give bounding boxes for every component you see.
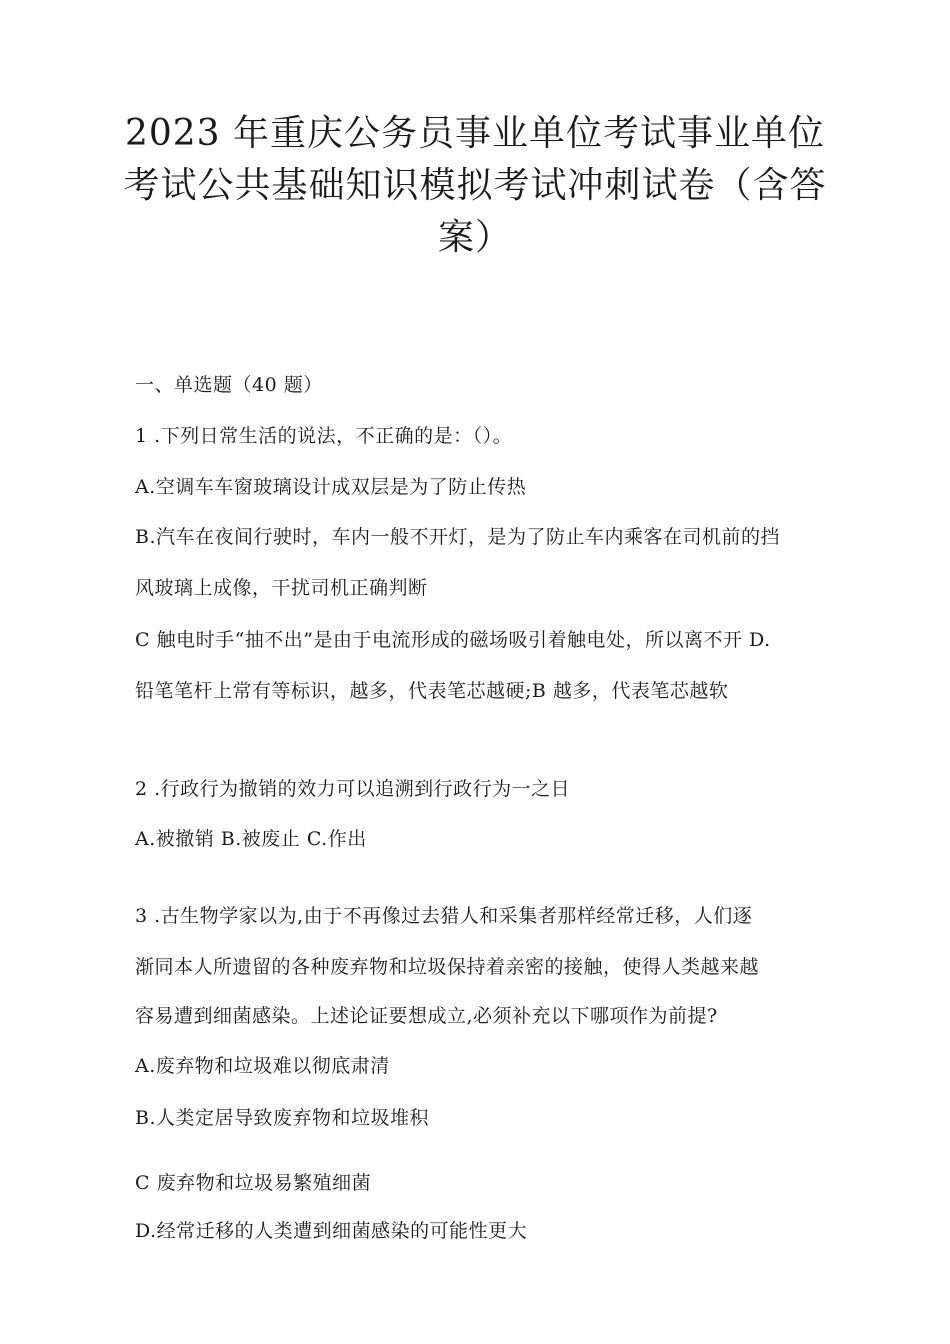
question-2-options: A.被撤销 B.被废止 C.作出 <box>135 828 367 850</box>
question-3-stem-line-2: 渐同本人所遗留的各种废弃物和垃圾保持着亲密的接触，使得人类越来越 <box>135 956 760 978</box>
question-3-stem-line-1: 3 .古生物学家以为,由于不再像过去猎人和采集者那样经常迁移，人们逐 <box>135 905 753 927</box>
question-1-stem: 1 .下列日常生活的说法，不正确的是：（）。 <box>135 425 513 447</box>
question-1-option-a: A.空调车车窗玻璃设计成双层是为了防止传热 <box>135 476 527 498</box>
title-line-2: 考试公共基础知识模拟考试冲刺试卷（含答 <box>123 165 827 206</box>
section-heading: 一、单选题（40 题） <box>135 374 323 396</box>
question-1-option-b-cont: 风玻璃上成像，干扰司机正确判断 <box>135 577 428 599</box>
question-3-option-d: D.经常迁移的人类遭到细菌感染的可能性更大 <box>135 1220 528 1242</box>
question-3-option-b: B.人类定居导致废弃物和垃圾堆积 <box>135 1107 430 1129</box>
title-line-1: 2023 年重庆公务员事业单位考试事业单位 <box>124 113 826 154</box>
question-3-option-c: C 废弃物和垃圾易繁殖细菌 <box>135 1172 372 1194</box>
document-title <box>120 108 830 264</box>
question-3-stem-line-3: 容易遭到细菌感染。上述论证要想成立,必须补充以下哪项作为前提? <box>135 1005 718 1027</box>
question-1-option-b: B.汽车在夜间行驶时，车内一般不开灯，是为了防止车内乘客在司机前的挡 <box>135 526 781 548</box>
title-line-3: 案） <box>437 217 512 258</box>
question-1-option-c: C 触电时手“抽不出”是由于电流形成的磁场吸引着触电处，所以离不开 D. <box>135 629 771 651</box>
question-3-option-a: A.废弃物和垃圾难以彻底肃清 <box>135 1055 390 1077</box>
question-1-option-d: 铅笔笔杆上常有等标识，越多，代表笔芯越硬;B 越多，代表笔芯越软 <box>135 680 729 702</box>
question-2-stem: 2 .行政行为撤销的效力可以追溯到行政行为一之日 <box>135 778 571 800</box>
